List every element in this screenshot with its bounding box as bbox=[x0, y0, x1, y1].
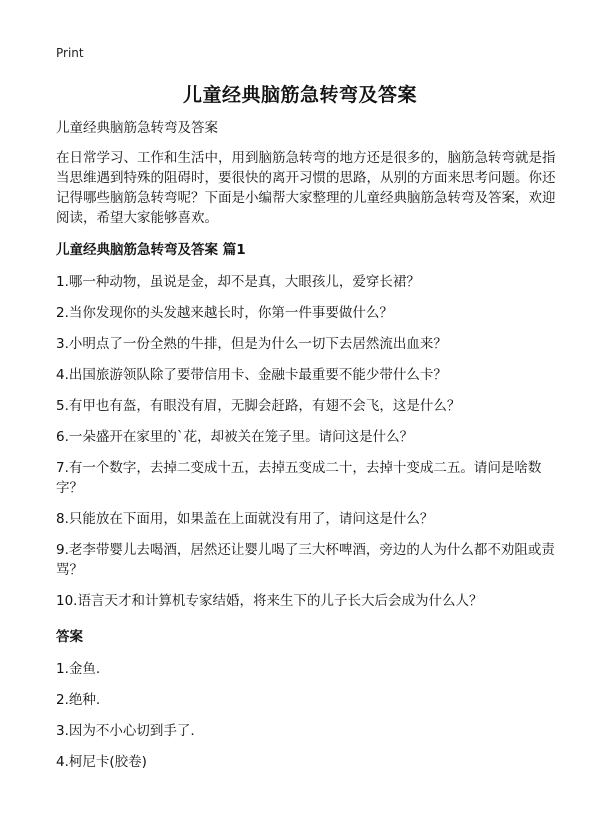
question-item: 5.有甲也有盔，有眼没有眉，无脚会赶路，有翅不会飞，这是什么？ bbox=[56, 398, 461, 414]
answer-item: 2.绝种. bbox=[56, 692, 101, 708]
intro-paragraph: 在日常学习、工作和生活中，用到脑筋急转弯的地方还是很多的，脑筋急转弯就是指当思维遇到特殊的阻碍时，要很快的离开习惯的思路，从别的方面来思考问题。你还记得哪些脑筋急转弯呢？下面是小编帮大家整理的儿童经典脑筋急转弯及答案，欢迎阅读，希望大家能够喜欢。 bbox=[56, 150, 556, 226]
question-item: 2.当你发现你的头发越来越长时，你第一件事要做什么？ bbox=[56, 305, 393, 321]
question-item: 10.语言天才和计算机专家结婚，将来生下的儿子长大后会成为什么人？ bbox=[56, 593, 483, 609]
print-label[interactable]: Print bbox=[56, 46, 84, 60]
section-heading: 儿童经典脑筋急转弯及答案 篇1 bbox=[56, 242, 246, 258]
question-item: 1.哪一种动物，虽说是金，却不是真，大眼孩儿，爱穿长裙？ bbox=[56, 274, 420, 290]
answer-item: 1.金鱼. bbox=[56, 661, 101, 677]
question-item: 8.只能放在下面用，如果盖在上面就没有用了，请问这是什么？ bbox=[56, 511, 434, 527]
page-title: 儿童经典脑筋急转弯及答案 bbox=[182, 84, 417, 106]
answer-heading: 答案 bbox=[56, 629, 83, 645]
answer-list bbox=[56, 659, 556, 772]
question-list bbox=[56, 272, 556, 611]
answer-item: 3.因为不小心切到手了. bbox=[56, 723, 195, 739]
question-item: 4.出国旅游领队除了要带信用卡、金融卡最重要不能少带什么卡？ bbox=[56, 367, 447, 383]
document-body bbox=[56, 118, 556, 783]
question-item: 7.有一个数字，去掉二变成十五，去掉五变成二十，去掉十变成二五。请问是啥数字？ bbox=[56, 460, 542, 496]
question-item: 6.一朵盛开在家里的`花，却被关在笼子里。请问这是什么？ bbox=[56, 429, 414, 445]
subtitle: 儿童经典脑筋急转弯及答案 bbox=[56, 120, 218, 136]
question-item: 3.小明点了一份全熟的牛排，但是为什么一切下去居然流出血来？ bbox=[56, 336, 447, 352]
answer-item: 4.柯尼卡(胶卷) bbox=[56, 754, 147, 770]
question-item: 9.老李带婴儿去喝酒，居然还让婴儿喝了三大杯啤酒，旁边的人为什么都不劝阻或责骂？ bbox=[56, 542, 555, 578]
